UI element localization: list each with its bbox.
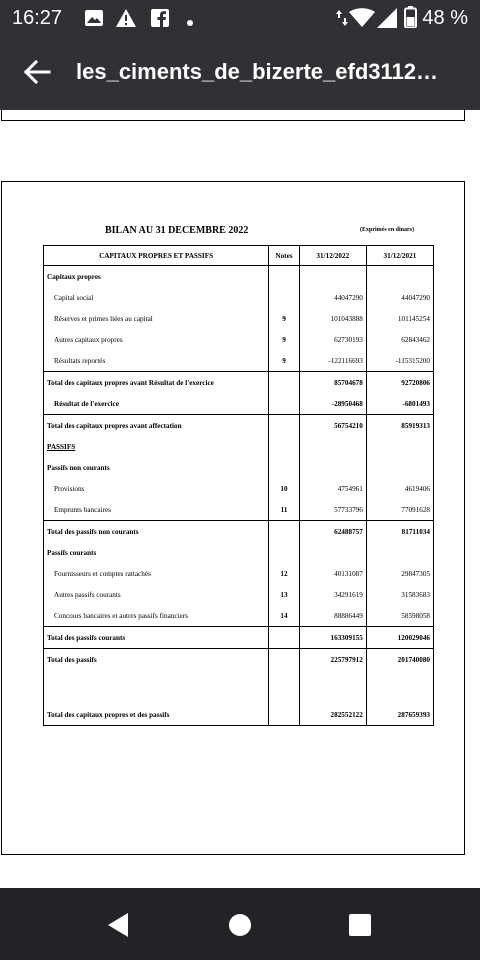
header-2022: 31/12/2022: [299, 246, 366, 266]
row-value-2022: 88886449: [299, 605, 366, 627]
table-row: [44, 649, 434, 671]
data-transfer-icon: [336, 8, 348, 33]
row-value-2021: 85919313: [366, 415, 433, 437]
table-row: [44, 329, 434, 350]
row-label: Capitaux propres: [44, 266, 269, 288]
header-2021: 31/12/2021: [366, 246, 433, 266]
row-notes: [269, 704, 300, 726]
status-time: 16:27: [12, 7, 63, 29]
table-row: [44, 393, 434, 415]
battery-percentage: 48 %: [422, 7, 468, 29]
table-row: [44, 287, 434, 308]
row-value-2022: [299, 670, 366, 704]
back-arrow-icon[interactable]: [22, 57, 52, 87]
row-notes: [269, 670, 300, 704]
row-notes: 9: [269, 308, 300, 329]
row-value-2022: 44047290: [299, 287, 366, 308]
row-notes: [269, 521, 300, 543]
facebook-icon: [150, 8, 170, 33]
row-notes: [269, 415, 300, 437]
row-notes: 9: [269, 350, 300, 372]
row-value-2021: [366, 457, 433, 478]
table-row: [44, 308, 434, 329]
row-label: Fournisseurs et comptes rattachés: [44, 563, 269, 584]
table-row: [44, 478, 434, 499]
row-value-2022: 282552122: [299, 704, 366, 726]
balance-sheet-title: BILAN AU 31 DECEMBRE 2022: [105, 225, 249, 236]
nav-home-icon[interactable]: [227, 912, 253, 943]
row-value-2022: 40131087: [299, 563, 366, 584]
row-value-2022: 34291619: [299, 584, 366, 605]
row-value-2021: 31583683: [366, 584, 433, 605]
row-value-2021: -115315200: [366, 350, 433, 372]
row-value-2022: -122116693: [299, 350, 366, 372]
warning-icon: [115, 8, 137, 33]
table-row: [44, 499, 434, 521]
row-label: Autres passifs courants: [44, 584, 269, 605]
row-notes: [269, 542, 300, 563]
header-label: CAPITAUX PROPRES ET PASSIFS: [44, 246, 269, 266]
row-label: Total des capitaux propres avant affectation: [44, 415, 269, 437]
table-row: [44, 436, 434, 457]
previous-page-edge: [1, 110, 465, 121]
row-value-2021: [366, 670, 433, 704]
row-value-2021: -6801493: [366, 393, 433, 415]
row-value-2021: 77091628: [366, 499, 433, 521]
row-value-2021: 29847305: [366, 563, 433, 584]
row-notes: 14: [269, 605, 300, 627]
row-notes: 11: [269, 499, 300, 521]
table-row: [44, 521, 434, 543]
row-notes: 10: [269, 478, 300, 499]
table-row: [44, 457, 434, 478]
status-bar: [0, 0, 480, 36]
table-row: [44, 372, 434, 394]
row-value-2022: [299, 436, 366, 457]
table-row: [44, 670, 434, 704]
table-row: [44, 605, 434, 627]
row-value-2021: [366, 542, 433, 563]
row-value-2022: 225797912: [299, 649, 366, 671]
table-header-row: [44, 246, 434, 266]
row-value-2021: 287659393: [366, 704, 433, 726]
signal-icon: [377, 8, 397, 33]
balance-sheet-table: [43, 245, 434, 726]
row-label: Passifs courants: [44, 542, 269, 563]
row-label: Réserves et primes liées au capital: [44, 308, 269, 329]
pdf-page: [1, 181, 465, 855]
navigation-bar: [0, 888, 480, 960]
row-value-2021: 92720806: [366, 372, 433, 394]
battery-icon: [404, 6, 417, 33]
document-title: les_ciments_de_bizerte_efd3112…: [76, 59, 438, 84]
row-label: Passifs non courants: [44, 457, 269, 478]
row-notes: [269, 649, 300, 671]
row-label: Emprunts bancaires: [44, 499, 269, 521]
nav-back-icon[interactable]: [106, 912, 130, 943]
table-row: [44, 584, 434, 605]
row-value-2021: 58598058: [366, 605, 433, 627]
table-row: [44, 350, 434, 372]
row-value-2022: 85704678: [299, 372, 366, 394]
table-row: [44, 415, 434, 437]
row-notes: [269, 436, 300, 457]
row-label: PASSIFS: [44, 436, 269, 457]
row-label: Total des capitaux propres avant Résultat de l'exercice: [44, 372, 269, 394]
row-notes: 13: [269, 584, 300, 605]
row-value-2021: 44047290: [366, 287, 433, 308]
row-value-2022: 4754961: [299, 478, 366, 499]
row-value-2021: [366, 266, 433, 288]
table-row: [44, 627, 434, 649]
table-row: [44, 542, 434, 563]
image-icon: [84, 8, 104, 33]
table-row: [44, 563, 434, 584]
row-value-2022: 62730193: [299, 329, 366, 350]
row-label: Total des passifs: [44, 649, 269, 671]
row-label: Concours bancaires et autres passifs financiers: [44, 605, 269, 627]
row-notes: 9: [269, 329, 300, 350]
row-value-2021: 4619406: [366, 478, 433, 499]
row-value-2022: [299, 457, 366, 478]
table-row: [44, 704, 434, 726]
row-value-2022: -28950468: [299, 393, 366, 415]
table-row: [44, 266, 434, 288]
document-viewer[interactable]: [0, 110, 480, 888]
row-value-2021: 201740080: [366, 649, 433, 671]
row-notes: [269, 287, 300, 308]
row-value-2021: 120029046: [366, 627, 433, 649]
row-value-2021: 81711034: [366, 521, 433, 543]
row-value-2022: 57733796: [299, 499, 366, 521]
row-label: [44, 670, 269, 704]
header-notes: Notes: [269, 246, 300, 266]
app-bar: [0, 36, 480, 110]
row-label: Autres capitaux propres: [44, 329, 269, 350]
row-value-2021: 62843462: [366, 329, 433, 350]
row-label: Total des passifs courants: [44, 627, 269, 649]
row-value-2021: 101145254: [366, 308, 433, 329]
row-notes: [269, 372, 300, 394]
row-value-2022: 62488757: [299, 521, 366, 543]
row-label: Résultats reportés: [44, 350, 269, 372]
row-notes: [269, 266, 300, 288]
row-label: Total des passifs non courants: [44, 521, 269, 543]
nav-recents-icon[interactable]: [348, 913, 372, 942]
row-label: Total des capitaux propres et des passifs: [44, 704, 269, 726]
row-notes: 12: [269, 563, 300, 584]
row-value-2021: [366, 436, 433, 457]
row-notes: [269, 393, 300, 415]
wifi-icon: [349, 8, 375, 33]
dot-icon: [186, 14, 194, 32]
currency-note: (Exprimés en dinars): [360, 227, 414, 233]
row-value-2022: 101043888: [299, 308, 366, 329]
row-label: Provisions: [44, 478, 269, 499]
row-value-2022: [299, 542, 366, 563]
row-notes: [269, 457, 300, 478]
row-value-2022: 163309155: [299, 627, 366, 649]
row-notes: [269, 627, 300, 649]
row-label: Capital social: [44, 287, 269, 308]
row-label: Résultat de l'exercice: [44, 393, 269, 415]
row-value-2022: 56754210: [299, 415, 366, 437]
row-value-2022: [299, 266, 366, 288]
